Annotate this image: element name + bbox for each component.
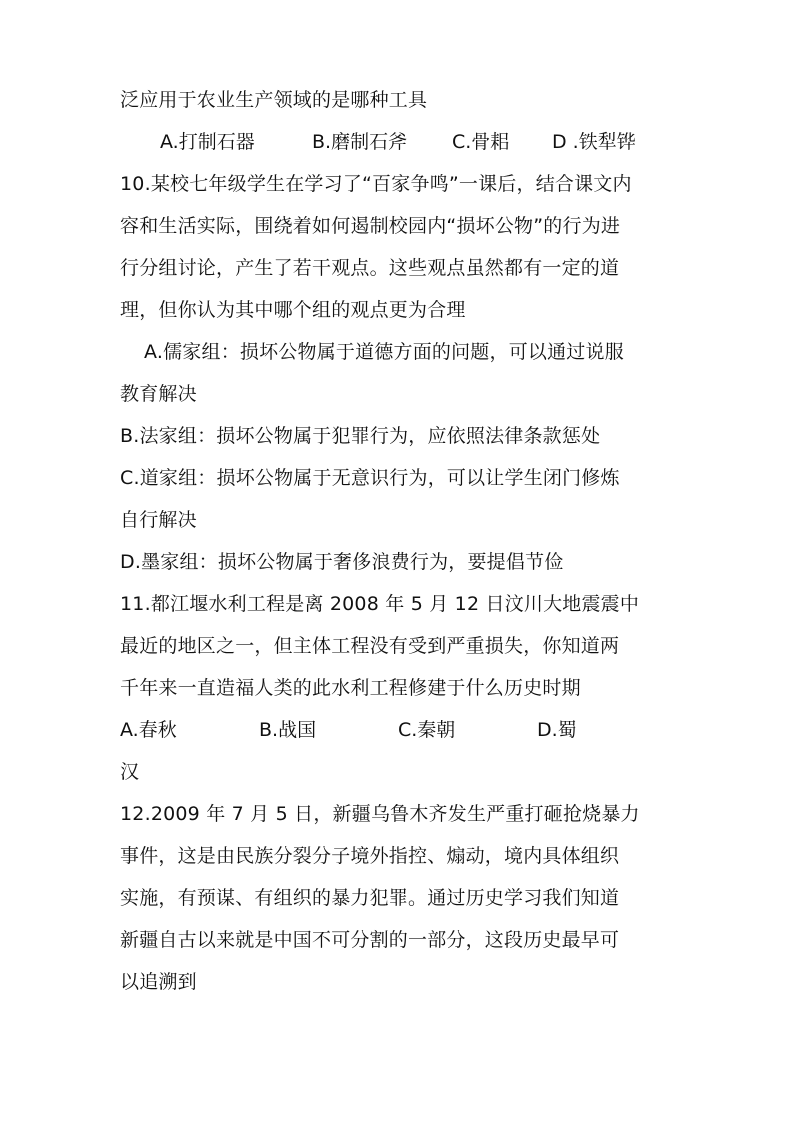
q12-stem-line-2: 事件，这是由民族分裂分子境外指控、煽动，境内具体组织 [120, 845, 620, 867]
q12-stem-line-3: 实施，有预谋、有组织的暴力犯罪。通过历史学习我们知道 [120, 887, 620, 909]
q10-stem-line-4: 理，但你认为其中哪个组的观点更为合理 [120, 299, 466, 321]
q10-stem-line-2: 容和生活实际，围绕着如何遏制校园内“损坏公物”的行为进 [120, 215, 621, 237]
q10-option-a: A.儒家组：损坏公物属于道德方面的问题，可以通过说服 [144, 341, 624, 363]
q11-stem-line-2: 最近的地区之一，但主体工程没有受到严重损失，你知道两 [120, 635, 620, 657]
q10-option-b: B.法家组：损坏公物属于犯罪行为，应依照法律条款惩处 [120, 425, 601, 447]
q10-option-d: D.墨家组：损坏公物属于奢侈浪费行为，要提倡节俭 [120, 551, 564, 573]
q9-option-b: B.磨制石斧 [312, 131, 408, 153]
q10-option-c-wrap: 自行解决 [120, 509, 197, 531]
q9-option-d: D .铁犁铧 [552, 131, 636, 153]
q11-option-c: C.秦朝 [398, 719, 456, 741]
q11-option-d: D.蜀 [537, 719, 577, 741]
q11-stem-line-1: 11.都江堰水利工程是离 2008 年 5 月 12 日汶川大地震震中 [120, 593, 640, 615]
q11-option-d-wrap: 汉 [120, 761, 140, 783]
q10-stem-line-3: 行分组讨论，产生了若干观点。这些观点虽然都有一定的道 [120, 257, 620, 279]
q12-stem-line-4: 新疆自古以来就是中国不可分割的一部分，这段历史最早可 [120, 929, 620, 951]
q10-option-c: C.道家组：损坏公物属于无意识行为，可以让学生闭门修炼 [120, 467, 620, 489]
q12-stem-line-5: 以追溯到 [120, 971, 197, 993]
q9-option-c: C.骨耜 [452, 131, 510, 153]
q10-stem-line-1: 10.某校七年级学生在学习了“百家争鸣”一课后，结合课文内 [120, 173, 632, 195]
q11-option-b: B.战国 [259, 719, 317, 741]
q11-option-a: A.春秋 [120, 719, 177, 741]
q11-stem-line-3: 千年来一直造福人类的此水利工程修建于什么历史时期 [120, 677, 581, 699]
q10-option-a-wrap: 教育解决 [120, 383, 197, 405]
q9-stem-continuation: 泛应用于农业生产领域的是哪种工具 [120, 89, 428, 111]
q12-stem-line-1: 12.2009 年 7 月 5 日，新疆乌鲁木齐发生严重打砸抢烧暴力 [120, 803, 640, 825]
q9-option-a: A.打制石器 [160, 131, 255, 153]
